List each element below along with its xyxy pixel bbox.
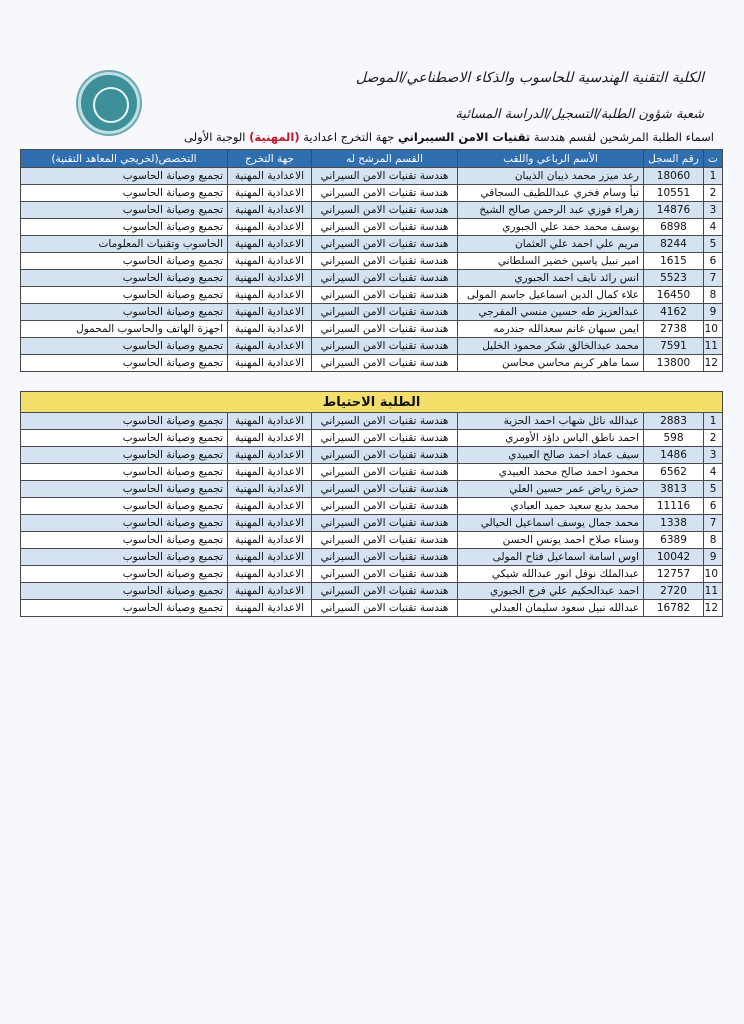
cell-num: 2738	[644, 321, 704, 338]
cell-dept: هندسة تقنيات الامن السيراني	[312, 481, 458, 498]
cell-spec: تجميع وصيانة الحاسوب	[21, 532, 228, 549]
cell-spec: تجميع وصيانة الحاسوب	[21, 338, 228, 355]
cell-dept: هندسة تقنيات الامن السيراني	[312, 447, 458, 464]
cell-dept: هندسة تقنيات الامن السيراني	[312, 498, 458, 515]
cell-num: 1486	[644, 447, 704, 464]
cell-name: محمد جمال يوسف اسماعيل الحيالي	[458, 515, 644, 532]
cell-source: الاعدادية المهنية	[228, 185, 312, 202]
cell-num: 1615	[644, 253, 704, 270]
cell-source: الاعدادية المهنية	[228, 219, 312, 236]
cell-name: سما ماهر كريم محاسن محاسن	[458, 355, 644, 372]
cell-dept: هندسة تقنيات الامن السيراني	[312, 566, 458, 583]
cell-num: 598	[644, 430, 704, 447]
list-caption	[184, 130, 714, 144]
cell-num: 7591	[644, 338, 704, 355]
candidates-table	[20, 149, 723, 372]
cell-name: عبدالله نائل شهاب احمد الحزبة	[458, 413, 644, 430]
cell-dept: هندسة تقنيات الامن السيراني	[312, 338, 458, 355]
cell-dept: هندسة تقنيات الامن السيراني	[312, 253, 458, 270]
cell-spec: تجميع وصيانة الحاسوب	[21, 168, 228, 185]
cell-spec: تجميع وصيانة الحاسوب	[21, 185, 228, 202]
cell-num: 11116	[644, 498, 704, 515]
cell-source: الاعدادية المهنية	[228, 236, 312, 253]
cell-num: 3813	[644, 481, 704, 498]
cell-idx: 8	[704, 287, 723, 304]
cell-spec: الحاسوب وتقنيات المعلومات	[21, 236, 228, 253]
cell-name: انس رائد نايف احمد الجبوري	[458, 270, 644, 287]
cell-num: 6562	[644, 464, 704, 481]
cell-num: 2720	[644, 583, 704, 600]
table-row	[21, 549, 723, 566]
cell-source: الاعدادية المهنية	[228, 287, 312, 304]
table-row	[21, 321, 723, 338]
cell-idx: 11	[704, 338, 723, 355]
table-row	[21, 236, 723, 253]
cell-source: الاعدادية المهنية	[228, 338, 312, 355]
cell-idx: 1	[704, 413, 723, 430]
cell-num: 8244	[644, 236, 704, 253]
cell-spec: تجميع وصيانة الحاسوب	[21, 430, 228, 447]
table-row	[21, 413, 723, 430]
cell-dept: هندسة تقنيات الامن السيراني	[312, 430, 458, 447]
cell-source: الاعدادية المهنية	[228, 498, 312, 515]
cell-spec: تجميع وصيانة الحاسوب	[21, 447, 228, 464]
cell-dept: هندسة تقنيات الامن السيراني	[312, 219, 458, 236]
cell-dept: هندسة تقنيات الامن السيراني	[312, 600, 458, 617]
cell-name: امير نبيل ياسين خضير السلطاني	[458, 253, 644, 270]
cell-name: عبدالملك نوفل انور عبدالله شيكي	[458, 566, 644, 583]
cell-num: 16782	[644, 600, 704, 617]
cell-num: 6389	[644, 532, 704, 549]
cell-dept: هندسة تقنيات الامن السيراني	[312, 413, 458, 430]
cell-num: 12757	[644, 566, 704, 583]
cell-idx: 6	[704, 498, 723, 515]
cell-idx: 11	[704, 583, 723, 600]
cell-source: الاعدادية المهنية	[228, 566, 312, 583]
cell-num: 5523	[644, 270, 704, 287]
cell-idx: 10	[704, 566, 723, 583]
table-row	[21, 498, 723, 515]
cell-num: 14876	[644, 202, 704, 219]
cell-source: الاعدادية المهنية	[228, 549, 312, 566]
cell-spec: تجميع وصيانة الحاسوب	[21, 481, 228, 498]
cell-source: الاعدادية المهنية	[228, 355, 312, 372]
cell-source: الاعدادية المهنية	[228, 447, 312, 464]
cell-dept: هندسة تقنيات الامن السيراني	[312, 270, 458, 287]
college-name: الكلية التقنية الهندسية للحاسوب والذكاء الاصطناعي/الموصل	[355, 70, 704, 86]
cell-dept: هندسة تقنيات الامن السيراني	[312, 549, 458, 566]
cell-spec: تجميع وصيانة الحاسوب	[21, 219, 228, 236]
cell-source: الاعدادية المهنية	[228, 515, 312, 532]
cell-idx: 8	[704, 532, 723, 549]
cell-spec: تجميع وصيانة الحاسوب	[21, 600, 228, 617]
cell-dept: هندسة تقنيات الامن السيراني	[312, 355, 458, 372]
cell-idx: 9	[704, 549, 723, 566]
table-row	[21, 219, 723, 236]
cell-idx: 2	[704, 430, 723, 447]
cell-name: يوسف محمد حمد علي الجبوري	[458, 219, 644, 236]
cell-name: احمد ناطق الياس داؤد الأومري	[458, 430, 644, 447]
cell-source: الاعدادية المهنية	[228, 253, 312, 270]
table-row	[21, 464, 723, 481]
table-row	[21, 287, 723, 304]
cell-num: 16450	[644, 287, 704, 304]
cell-source: الاعدادية المهنية	[228, 481, 312, 498]
table-row	[21, 481, 723, 498]
cell-idx: 5	[704, 236, 723, 253]
cell-name: وسناء صلاح احمد يونس الحسن	[458, 532, 644, 549]
table-row	[21, 253, 723, 270]
col-dept: القسم المرشح له	[312, 150, 458, 168]
table-row	[21, 566, 723, 583]
cell-num: 10042	[644, 549, 704, 566]
cell-idx: 4	[704, 464, 723, 481]
cell-idx: 2	[704, 185, 723, 202]
cell-idx: 7	[704, 515, 723, 532]
table-row	[21, 355, 723, 372]
cell-name: محمد عبدالخالق شكر محمود الخليل	[458, 338, 644, 355]
table-row	[21, 304, 723, 321]
cell-spec: تجميع وصيانة الحاسوب	[21, 464, 228, 481]
cell-name: رعد ميزر محمد ذيبان الذيبان	[458, 168, 644, 185]
cell-spec: تجميع وصيانة الحاسوب	[21, 583, 228, 600]
cell-idx: 12	[704, 355, 723, 372]
cell-source: الاعدادية المهنية	[228, 202, 312, 219]
cell-source: الاعدادية المهنية	[228, 321, 312, 338]
cell-name: عبدالعزيز طه حسين منسي المفرجي	[458, 304, 644, 321]
cell-idx: 7	[704, 270, 723, 287]
table-row	[21, 168, 723, 185]
cell-spec: تجميع وصيانة الحاسوب	[21, 515, 228, 532]
cell-name: اوس اسامة اسماعيل فتاح المولى	[458, 549, 644, 566]
cell-name: محمد بديع سعيد حميد العبادي	[458, 498, 644, 515]
cell-name: سيف عماد احمد صالح العبيدي	[458, 447, 644, 464]
cell-source: الاعدادية المهنية	[228, 464, 312, 481]
cell-name: حمزة رياض عمر حسين العلي	[458, 481, 644, 498]
cell-source: الاعدادية المهنية	[228, 168, 312, 185]
cell-idx: 6	[704, 253, 723, 270]
caption-prefix: اسماء الطلبة المرشحين لقسم هندسة	[533, 130, 714, 144]
cell-num: 10551	[644, 185, 704, 202]
cell-spec: تجميع وصيانة الحاسوب	[21, 202, 228, 219]
cell-spec: تجميع وصيانة الحاسوب	[21, 355, 228, 372]
cell-idx: 5	[704, 481, 723, 498]
table-row	[21, 447, 723, 464]
cell-num: 1338	[644, 515, 704, 532]
cell-dept: هندسة تقنيات الامن السيراني	[312, 304, 458, 321]
cell-dept: هندسة تقنيات الامن السيراني	[312, 185, 458, 202]
cell-dept: هندسة تقنيات الامن السيراني	[312, 532, 458, 549]
cell-num: 2883	[644, 413, 704, 430]
cell-idx: 12	[704, 600, 723, 617]
cell-dept: هندسة تقنيات الامن السيراني	[312, 515, 458, 532]
cell-idx: 4	[704, 219, 723, 236]
reserve-banner	[21, 392, 723, 413]
cell-name: احمد عبدالحكيم علي فرج الجبوري	[458, 583, 644, 600]
cell-spec: تجميع وصيانة الحاسوب	[21, 270, 228, 287]
cell-name: مريم علي احمد علي العثمان	[458, 236, 644, 253]
cell-spec: تجميع وصيانة الحاسوب	[21, 549, 228, 566]
cell-name: علاء كمال الدين اسماعيل جاسم المولى	[458, 287, 644, 304]
cell-idx: 3	[704, 202, 723, 219]
cell-name: ايمن سبهان غانم سعدالله جندرمه	[458, 321, 644, 338]
caption-dept: تقنيات الامن السيبراني	[397, 130, 531, 144]
cell-source: الاعدادية المهنية	[228, 270, 312, 287]
cell-dept: هندسة تقنيات الامن السيراني	[312, 236, 458, 253]
college-logo-icon	[78, 72, 140, 134]
col-name: الأسم الرباعي واللقب	[458, 150, 644, 168]
table-row	[21, 202, 723, 219]
cell-dept: هندسة تقنيات الامن السيراني	[312, 464, 458, 481]
cell-spec: تجميع وصيانة الحاسوب	[21, 253, 228, 270]
cell-source: الاعدادية المهنية	[228, 600, 312, 617]
cell-idx: 1	[704, 168, 723, 185]
col-idx: ت	[704, 150, 723, 168]
cell-dept: هندسة تقنيات الامن السيراني	[312, 583, 458, 600]
cell-spec: تجميع وصيانة الحاسوب	[21, 304, 228, 321]
cell-source: الاعدادية المهنية	[228, 532, 312, 549]
cell-name: نبأ وسام فخري عبداللطيف السجاقي	[458, 185, 644, 202]
cell-num: 13800	[644, 355, 704, 372]
cell-spec: تجميع وصيانة الحاسوب	[21, 413, 228, 430]
reserve-title: الطلبة الاحتياط	[21, 392, 723, 413]
header-row	[21, 150, 723, 168]
cell-source: الاعدادية المهنية	[228, 430, 312, 447]
cell-dept: هندسة تقنيات الامن السيراني	[312, 287, 458, 304]
cell-name: عبدالله نبيل سعود سليمان العبدلي	[458, 600, 644, 617]
cell-name: زهراء فوزي عبد الرحمن صالح الشيخ	[458, 202, 644, 219]
table-row	[21, 270, 723, 287]
cell-num: 18060	[644, 168, 704, 185]
table-row	[21, 600, 723, 617]
table-row	[21, 430, 723, 447]
cell-dept: هندسة تقنيات الامن السيراني	[312, 168, 458, 185]
col-spec: التخصص(لخريجي المعاهد التقنية)	[21, 150, 228, 168]
cell-spec: تجميع وصيانة الحاسوب	[21, 498, 228, 515]
cell-source: الاعدادية المهنية	[228, 413, 312, 430]
table-row	[21, 583, 723, 600]
cell-num: 4162	[644, 304, 704, 321]
cell-dept: هندسة تقنيات الامن السيراني	[312, 321, 458, 338]
table-row	[21, 515, 723, 532]
cell-spec: تجميع وصيانة الحاسوب	[21, 566, 228, 583]
cell-source: الاعدادية المهنية	[228, 304, 312, 321]
reserve-table	[20, 391, 723, 617]
caption-highlight: (المهنية)	[249, 130, 300, 144]
cell-spec: تجميع وصيانة الحاسوب	[21, 287, 228, 304]
cell-num: 6898	[644, 219, 704, 236]
cell-name: محمود احمد صالح محمد العبيدي	[458, 464, 644, 481]
cell-idx: 3	[704, 447, 723, 464]
cell-dept: هندسة تقنيات الامن السيراني	[312, 202, 458, 219]
table-row	[21, 338, 723, 355]
col-num: رقم السجل	[644, 150, 704, 168]
table-row	[21, 185, 723, 202]
caption-suffix: الوجبة الأولى	[184, 130, 246, 144]
caption-middle: جهة التخرج اعدادية	[303, 130, 395, 144]
cell-idx: 10	[704, 321, 723, 338]
cell-source: الاعدادية المهنية	[228, 583, 312, 600]
cell-idx: 9	[704, 304, 723, 321]
department-line: شعبة شؤون الطلبة/التسجيل/الدراسة المسائية	[455, 107, 704, 122]
cell-spec: اجهزة الهاتف والحاسوب المحمول	[21, 321, 228, 338]
col-source: جهة التخرج	[228, 150, 312, 168]
table-row	[21, 532, 723, 549]
